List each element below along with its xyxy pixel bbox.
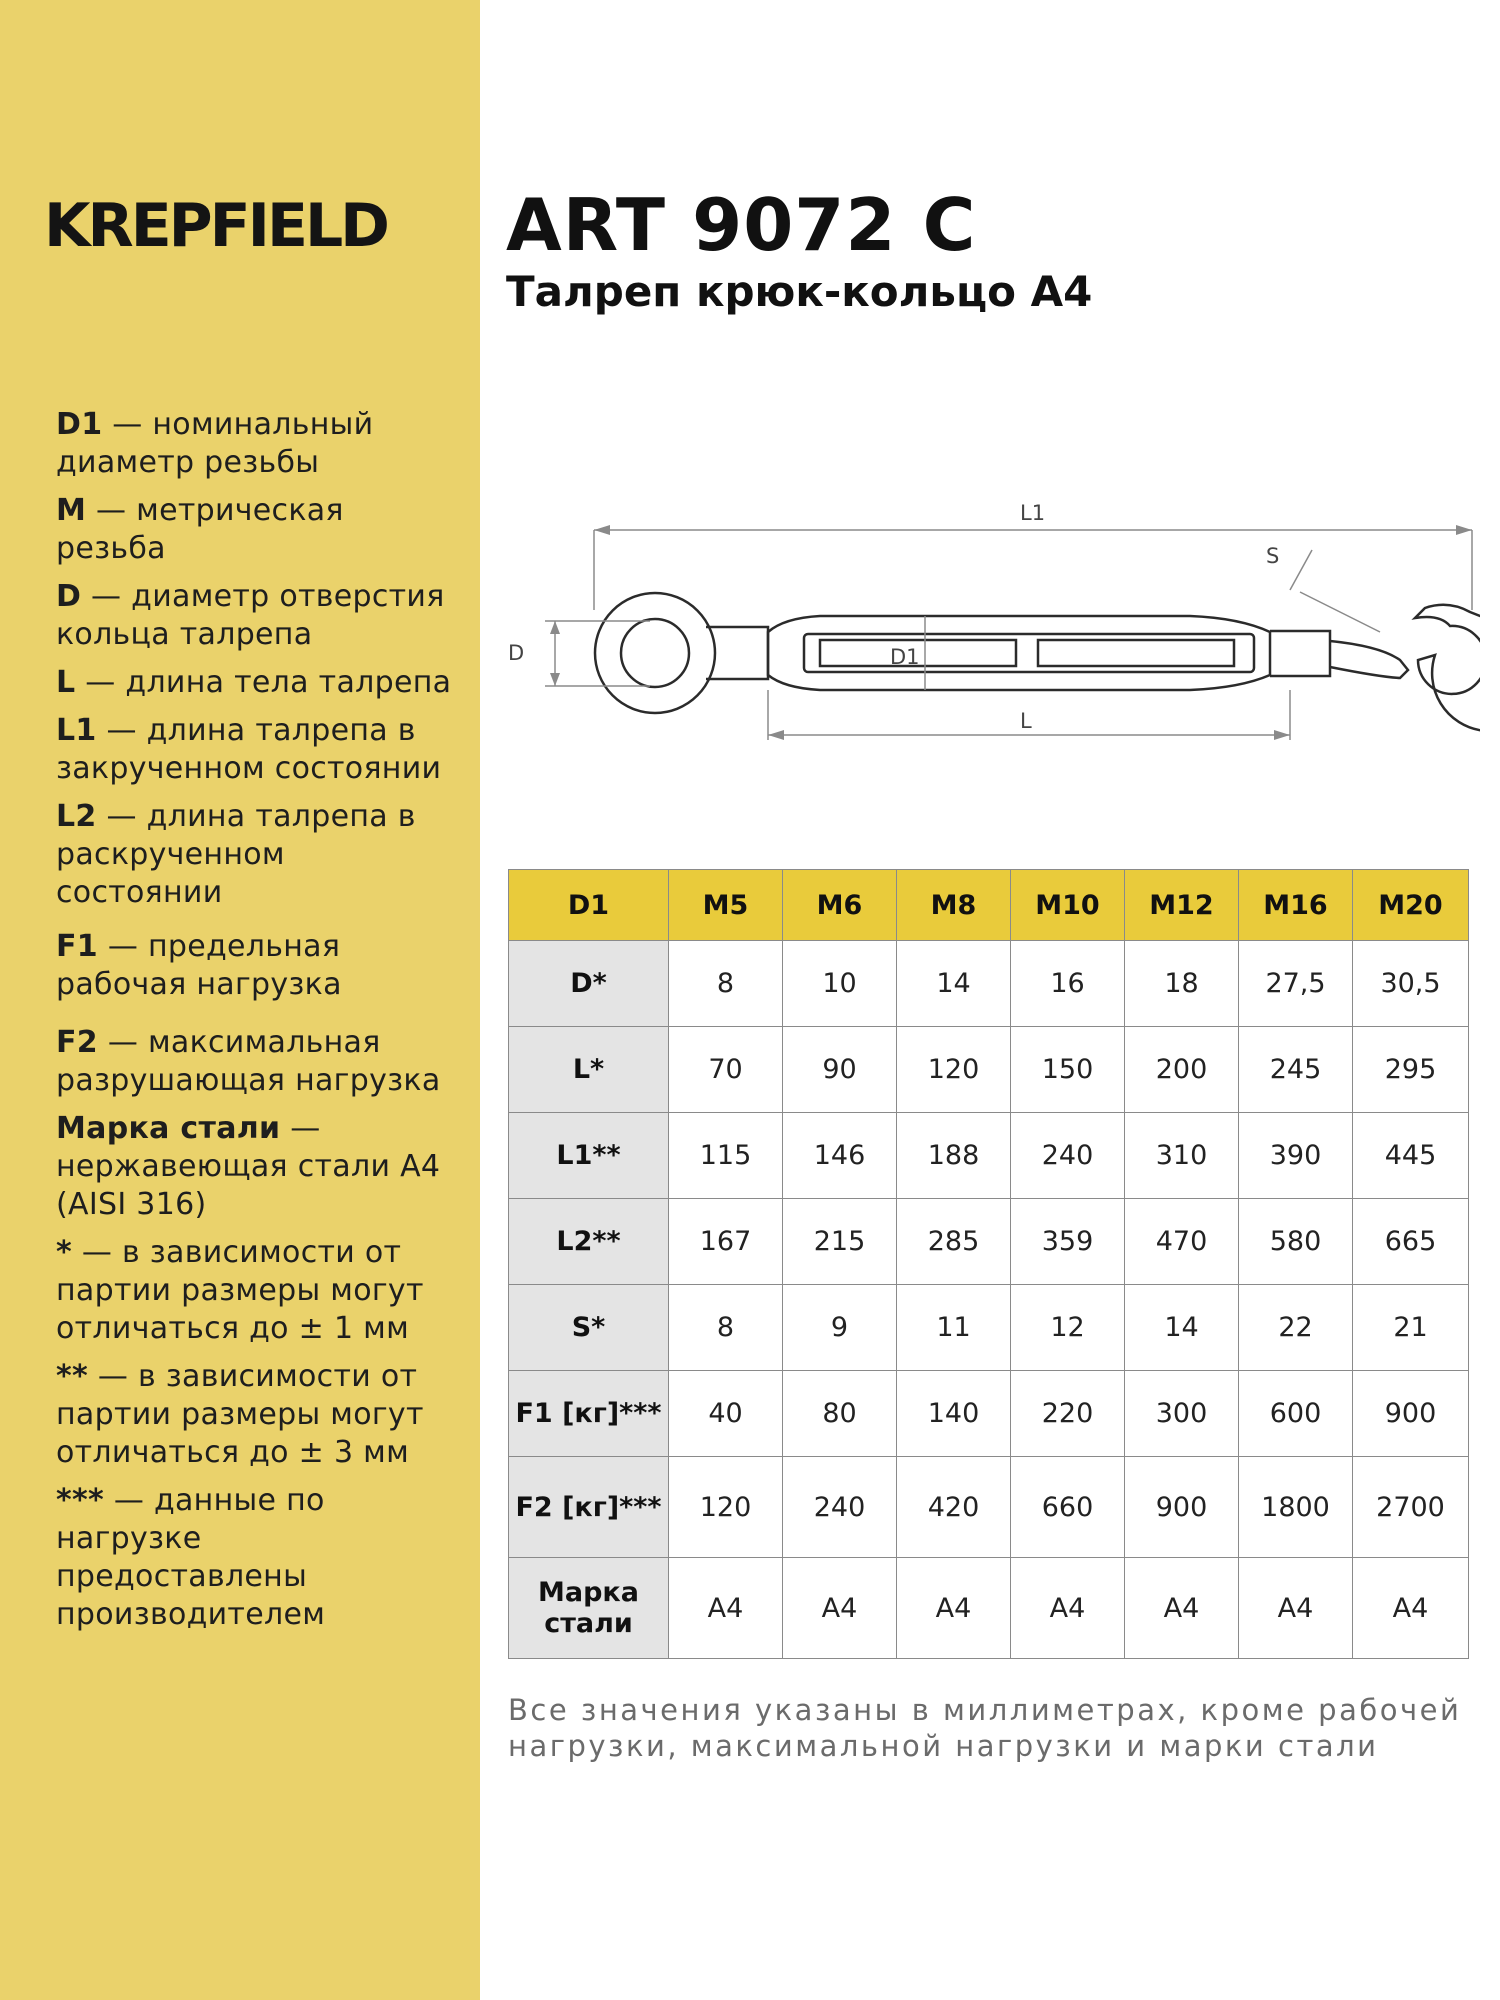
table-header-row bbox=[509, 870, 1469, 941]
row-header: S* bbox=[509, 1285, 669, 1371]
legend-item bbox=[56, 1234, 456, 1348]
table-row bbox=[509, 1027, 1469, 1113]
legend-text: — диаметр отверстия кольца талрепа bbox=[56, 579, 445, 652]
legend-text: — длина талрепа в закрученном состоянии bbox=[56, 713, 442, 786]
table-row bbox=[509, 1371, 1469, 1457]
row-header: Марка стали bbox=[509, 1558, 669, 1659]
legend-term: *** bbox=[56, 1483, 104, 1518]
legend-text: — длина тела талрепа bbox=[85, 665, 452, 700]
legend-list bbox=[56, 406, 456, 1644]
label-D: D bbox=[508, 641, 525, 665]
turnbuckle-diagram bbox=[500, 490, 1480, 750]
table-cell: 240 bbox=[783, 1457, 897, 1558]
column-header: M6 bbox=[783, 870, 897, 941]
table-cell: А4 bbox=[897, 1558, 1011, 1659]
legend-item bbox=[56, 492, 456, 568]
legend-text: — данные по нагрузке предоставлены производителем bbox=[56, 1483, 326, 1632]
table-cell: 9 bbox=[783, 1285, 897, 1371]
legend-item bbox=[56, 1110, 456, 1224]
table-cell: 22 bbox=[1239, 1285, 1353, 1371]
table-cell: 660 bbox=[1011, 1457, 1125, 1558]
legend-text: — в зависимости от партии размеры могут отличаться до ± 1 мм bbox=[56, 1235, 424, 1346]
legend-item bbox=[56, 1482, 456, 1634]
table-cell: 167 bbox=[669, 1199, 783, 1285]
table-cell: 14 bbox=[897, 941, 1011, 1027]
product-title: ART 9072 C bbox=[506, 183, 977, 267]
table-cell: А4 bbox=[1353, 1558, 1469, 1659]
table-cell: 2700 bbox=[1353, 1457, 1469, 1558]
row-header: L1** bbox=[509, 1113, 669, 1199]
legend-item bbox=[56, 1358, 456, 1472]
table-corner-cell: D1 bbox=[509, 870, 669, 941]
table-cell: 14 bbox=[1125, 1285, 1239, 1371]
table-cell: 359 bbox=[1011, 1199, 1125, 1285]
row-header: F2 [кг]*** bbox=[509, 1457, 669, 1558]
table-cell: 150 bbox=[1011, 1027, 1125, 1113]
legend-term: F1 bbox=[56, 929, 98, 964]
legend-term: * bbox=[56, 1235, 72, 1270]
table-cell: 188 bbox=[897, 1113, 1011, 1199]
column-header: M5 bbox=[669, 870, 783, 941]
table-cell: 215 bbox=[783, 1199, 897, 1285]
column-header: M12 bbox=[1125, 870, 1239, 941]
legend-term: ** bbox=[56, 1359, 88, 1394]
table-cell: 120 bbox=[669, 1457, 783, 1558]
table-cell: 70 bbox=[669, 1027, 783, 1113]
table-cell: 665 bbox=[1353, 1199, 1469, 1285]
table-cell: 30,5 bbox=[1353, 941, 1469, 1027]
table-cell: 470 bbox=[1125, 1199, 1239, 1285]
legend-text: — предельная рабочая нагрузка bbox=[56, 929, 342, 1002]
turnbuckle-body bbox=[768, 616, 1270, 690]
table-cell: 12 bbox=[1011, 1285, 1125, 1371]
table-cell: А4 bbox=[669, 1558, 783, 1659]
table-row bbox=[509, 1199, 1469, 1285]
table-row bbox=[509, 1285, 1469, 1371]
table-cell: 300 bbox=[1125, 1371, 1239, 1457]
legend-term: F2 bbox=[56, 1025, 98, 1060]
label-L: L bbox=[1020, 709, 1032, 733]
legend-term: Марка стали bbox=[56, 1111, 281, 1146]
units-footnote: Все значения указаны в миллиметрах, кроме рабочей нагрузки, максимальной нагрузки и марки стали bbox=[508, 1693, 1462, 1763]
table-cell: 120 bbox=[897, 1027, 1011, 1113]
row-header: L* bbox=[509, 1027, 669, 1113]
eye-inner-hole bbox=[621, 619, 689, 687]
table-cell: 220 bbox=[1011, 1371, 1125, 1457]
row-header: L2** bbox=[509, 1199, 669, 1285]
table-cell: 90 bbox=[783, 1027, 897, 1113]
table-cell: 8 bbox=[669, 941, 783, 1027]
table-cell: А4 bbox=[1011, 1558, 1125, 1659]
legend-item bbox=[56, 664, 456, 702]
table-row bbox=[509, 1457, 1469, 1558]
table-cell: 445 bbox=[1353, 1113, 1469, 1199]
spec-table bbox=[508, 869, 1469, 1659]
legend-text: — метрическая резьба bbox=[56, 493, 344, 566]
legend-term: L2 bbox=[56, 799, 97, 834]
table-cell: 115 bbox=[669, 1113, 783, 1199]
body-slot-right bbox=[1038, 640, 1234, 666]
table-cell: 240 bbox=[1011, 1113, 1125, 1199]
legend-item bbox=[56, 928, 456, 1004]
table-cell: 27,5 bbox=[1239, 941, 1353, 1027]
label-D1: D1 bbox=[890, 645, 920, 669]
table-cell: 310 bbox=[1125, 1113, 1239, 1199]
hook-end bbox=[1270, 605, 1480, 731]
product-subtitle: Талреп крюк-кольцо А4 bbox=[506, 267, 1093, 316]
table-cell: 200 bbox=[1125, 1027, 1239, 1113]
table-row bbox=[509, 941, 1469, 1027]
table-cell: 245 bbox=[1239, 1027, 1353, 1113]
sidebar-panel bbox=[0, 0, 480, 2000]
table-cell: 21 bbox=[1353, 1285, 1469, 1371]
table-cell: 140 bbox=[897, 1371, 1011, 1457]
table-cell: А4 bbox=[1239, 1558, 1353, 1659]
table-cell: 900 bbox=[1125, 1457, 1239, 1558]
legend-term: M bbox=[56, 493, 87, 528]
table-cell: 420 bbox=[897, 1457, 1011, 1558]
legend-term: L1 bbox=[56, 713, 97, 748]
table-cell: 900 bbox=[1353, 1371, 1469, 1457]
table-cell: 8 bbox=[669, 1285, 783, 1371]
table-row bbox=[509, 1558, 1469, 1659]
eye-end bbox=[595, 593, 768, 713]
table-cell: А4 bbox=[783, 1558, 897, 1659]
table-cell: 390 bbox=[1239, 1113, 1353, 1199]
table-cell: 11 bbox=[897, 1285, 1011, 1371]
table-cell: 10 bbox=[783, 941, 897, 1027]
column-header: M16 bbox=[1239, 870, 1353, 941]
table-row bbox=[509, 1113, 1469, 1199]
label-L1: L1 bbox=[1020, 501, 1046, 525]
column-header: M10 bbox=[1011, 870, 1125, 941]
table-cell: 580 bbox=[1239, 1199, 1353, 1285]
legend-text: — нержавеющая стали А4 (AISI 316) bbox=[56, 1111, 441, 1222]
legend-item bbox=[56, 1024, 456, 1100]
table-cell: 295 bbox=[1353, 1027, 1469, 1113]
table-cell: 40 bbox=[669, 1371, 783, 1457]
table-cell: 1800 bbox=[1239, 1457, 1353, 1558]
legend-text: — в зависимости от партии размеры могут отличаться до ± 3 мм bbox=[56, 1359, 424, 1470]
legend-item bbox=[56, 578, 456, 654]
table-cell: 16 bbox=[1011, 941, 1125, 1027]
legend-term: D bbox=[56, 579, 82, 614]
column-header: M20 bbox=[1353, 870, 1469, 941]
table-cell: 18 bbox=[1125, 941, 1239, 1027]
dim-S bbox=[1290, 550, 1312, 590]
eye-outer-ring bbox=[595, 593, 715, 713]
table-cell: А4 bbox=[1125, 1558, 1239, 1659]
table-cell: 600 bbox=[1239, 1371, 1353, 1457]
legend-text: — длина талрепа в раскрученном состоянии bbox=[56, 799, 416, 910]
table-cell: 80 bbox=[783, 1371, 897, 1457]
legend-item bbox=[56, 712, 456, 788]
table-cell: 285 bbox=[897, 1199, 1011, 1285]
label-S: S bbox=[1266, 544, 1280, 568]
row-header: F1 [кг]*** bbox=[509, 1371, 669, 1457]
legend-item bbox=[56, 798, 456, 912]
brand-logo: KREPFIELD bbox=[44, 191, 387, 261]
legend-text: — максимальная разрушающая нагрузка bbox=[56, 1025, 441, 1098]
legend-item bbox=[56, 406, 456, 482]
legend-text: — номинальный диаметр резьбы bbox=[56, 407, 374, 480]
row-header: D* bbox=[509, 941, 669, 1027]
dimension-arrows bbox=[550, 525, 1472, 740]
legend-term: D1 bbox=[56, 407, 103, 442]
legend-term: L bbox=[56, 665, 76, 700]
column-header: M8 bbox=[897, 870, 1011, 941]
table-cell: 146 bbox=[783, 1113, 897, 1199]
